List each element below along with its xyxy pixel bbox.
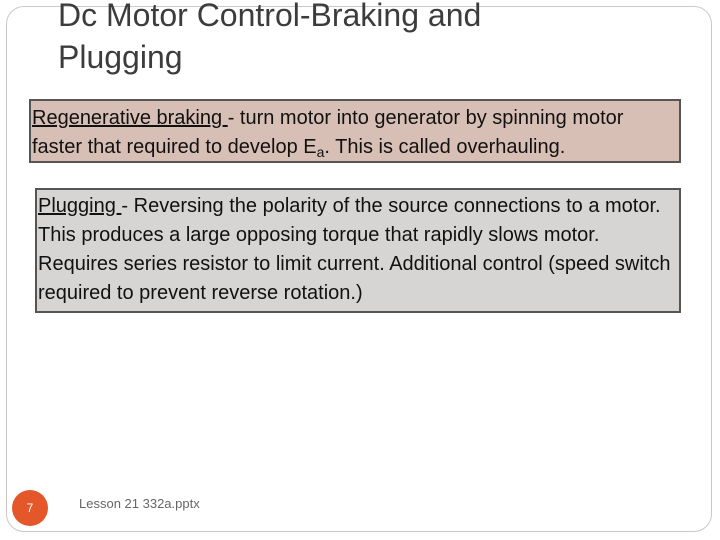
plugging-text: - Reversing the polarity of the source connections to a motor. This produces a large opposing torque that rapidly slows motor. Requires series resistor to limit current. Additional control (speed switch required to prevent reverse rotation.) <box>38 195 671 304</box>
regenerative-braking-text: - turn motor into generator by spinning motor faster that required to develop E <box>32 107 624 158</box>
footer-filename: Lesson 21 332a.pptx <box>79 496 200 511</box>
subscript-a: a <box>316 144 325 160</box>
regenerative-braking-term: Regenerative braking <box>32 107 228 129</box>
plugging-paragraph <box>38 192 678 308</box>
regenerative-braking-paragraph <box>32 104 672 167</box>
regenerative-braking-text-end: . This is called overhauling. <box>324 136 566 158</box>
plugging-term: Plugging <box>38 195 122 217</box>
title-line-1: Dc Motor Control-Braking and <box>58 0 482 33</box>
slide-title <box>58 0 658 78</box>
title-line-2: Plugging <box>58 39 183 75</box>
slide-number-badge: 7 <box>12 490 48 526</box>
